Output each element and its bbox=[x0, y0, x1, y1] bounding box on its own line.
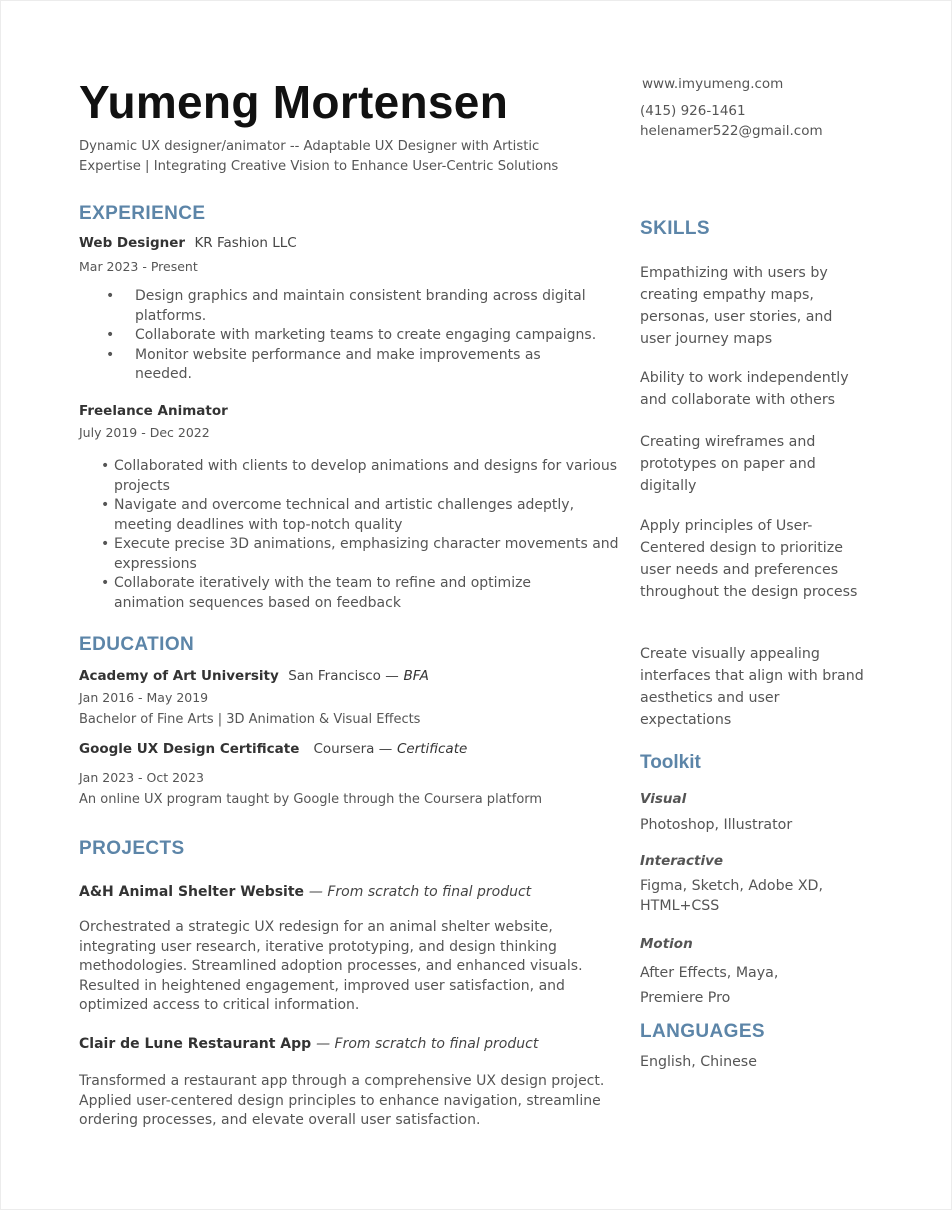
school-location: San Francisco — bbox=[288, 668, 399, 684]
job-title bbox=[79, 235, 297, 251]
toolkit-heading: Toolkit bbox=[640, 752, 701, 773]
toolkit-category: Interactive bbox=[640, 853, 724, 869]
school-location: Coursera — bbox=[313, 741, 393, 757]
job-dates: Mar 2023 - Present bbox=[79, 259, 198, 274]
job-bullet: • Design graphics and maintain consistent branding across digital platforms. bbox=[135, 287, 655, 326]
skill-item: Create visually appealing interfaces that align with brand aesthetics and user expectations bbox=[640, 646, 864, 728]
education-heading: EDUCATION bbox=[79, 634, 195, 655]
project-subtitle: — From scratch to final product bbox=[316, 1036, 539, 1052]
education-entry bbox=[79, 741, 467, 757]
school-name: Google UX Design Certificate bbox=[79, 741, 300, 757]
job-company: KR Fashion LLC bbox=[194, 235, 297, 251]
education-detail: An online UX program taught by Google through the Coursera platform bbox=[79, 792, 543, 807]
school-name: Academy of Art University bbox=[79, 668, 279, 684]
job-bullet: • Collaborate iteratively with the team to refine and optimize animation sequences based on feedback bbox=[114, 574, 554, 613]
project-name: Clair de Lune Restaurant App bbox=[79, 1036, 312, 1052]
website-link[interactable]: www.imyumeng.com bbox=[642, 76, 784, 92]
education-entry bbox=[79, 668, 429, 684]
email-link[interactable]: helenamer522@gmail.com bbox=[640, 123, 823, 139]
project-title bbox=[79, 1036, 538, 1052]
skill-item: Creating wireframes and prototypes on paper and digitally bbox=[640, 434, 816, 494]
toolkit-category: Motion bbox=[640, 936, 693, 952]
job-role: Web Designer bbox=[79, 235, 186, 251]
project-title bbox=[79, 884, 531, 900]
job-bullet: • Collaborate with marketing teams to create engaging campaigns. bbox=[135, 326, 655, 346]
tagline: Dynamic UX designer/animator -- Adaptable UX Designer with Artistic Expertise | Integrating Creative Vision to Enhance User-Centric Solutions bbox=[79, 139, 559, 173]
toolkit-tools: Photoshop, Illustrator bbox=[640, 817, 793, 833]
project-description: Orchestrated a strategic UX redesign for an animal shelter website, integrating user research, iterative prototyping, and design thinking methodologies. Streamlined adoption processes, and enhanced visuals. Resulted in heightened engagement, improved user satisfaction, and optimized access to critical information. bbox=[79, 919, 583, 1013]
education-dates: Jan 2016 - May 2019 bbox=[79, 690, 209, 705]
job-bullet: • Execute precise 3D animations, emphasizing character movements and expressions bbox=[114, 535, 624, 574]
projects-heading: PROJECTS bbox=[79, 838, 185, 859]
phone-number: (415) 926-1461 bbox=[640, 103, 746, 119]
education-detail: Bachelor of Fine Arts | 3D Animation & Visual Effects bbox=[79, 712, 421, 727]
job-bullets bbox=[101, 457, 624, 613]
languages-list: English, Chinese bbox=[640, 1054, 757, 1070]
job-bullet: • Collaborated with clients to develop animations and designs for various projects bbox=[114, 457, 624, 496]
experience-heading: EXPERIENCE bbox=[79, 203, 206, 224]
languages-heading: LANGUAGES bbox=[640, 1021, 765, 1042]
skills-heading: SKILLS bbox=[640, 218, 710, 239]
job-title: Freelance Animator bbox=[79, 403, 228, 419]
skill-item: Ability to work independently and collaborate with others bbox=[640, 370, 849, 408]
degree: BFA bbox=[403, 668, 429, 684]
degree: Certificate bbox=[396, 741, 468, 757]
education-dates: Jan 2023 - Oct 2023 bbox=[79, 770, 204, 785]
project-subtitle: — From scratch to final product bbox=[308, 884, 532, 900]
toolkit-tools: After Effects, Maya, Premiere Pro bbox=[640, 965, 779, 1006]
project-description: Transformed a restaurant app through a comprehensive UX design project. Applied user-centered design principles to enhance navigation, streamline ordering processes, and elevate overall user satisfaction. bbox=[79, 1073, 605, 1128]
skill-item: Apply principles of User-Centered design to prioritize user needs and preferences throughout the design process bbox=[640, 518, 858, 600]
toolkit-category: Visual bbox=[640, 791, 687, 807]
job-bullet: • Monitor website performance and make improvements as needed. bbox=[135, 346, 565, 385]
project-name: A&H Animal Shelter Website bbox=[79, 884, 305, 900]
job-dates: July 2019 - Dec 2022 bbox=[79, 425, 210, 440]
job-bullets bbox=[106, 287, 655, 385]
job-bullet: • Navigate and overcome technical and artistic challenges adeptly, meeting deadlines with top-notch quality bbox=[114, 496, 624, 535]
skill-item: Empathizing with users by creating empathy maps, personas, user stories, and user journey maps bbox=[640, 265, 833, 347]
candidate-name: Yumeng Mortensen bbox=[79, 76, 509, 128]
toolkit-tools: Figma, Sketch, Adobe XD, HTML+CSS bbox=[640, 878, 823, 914]
